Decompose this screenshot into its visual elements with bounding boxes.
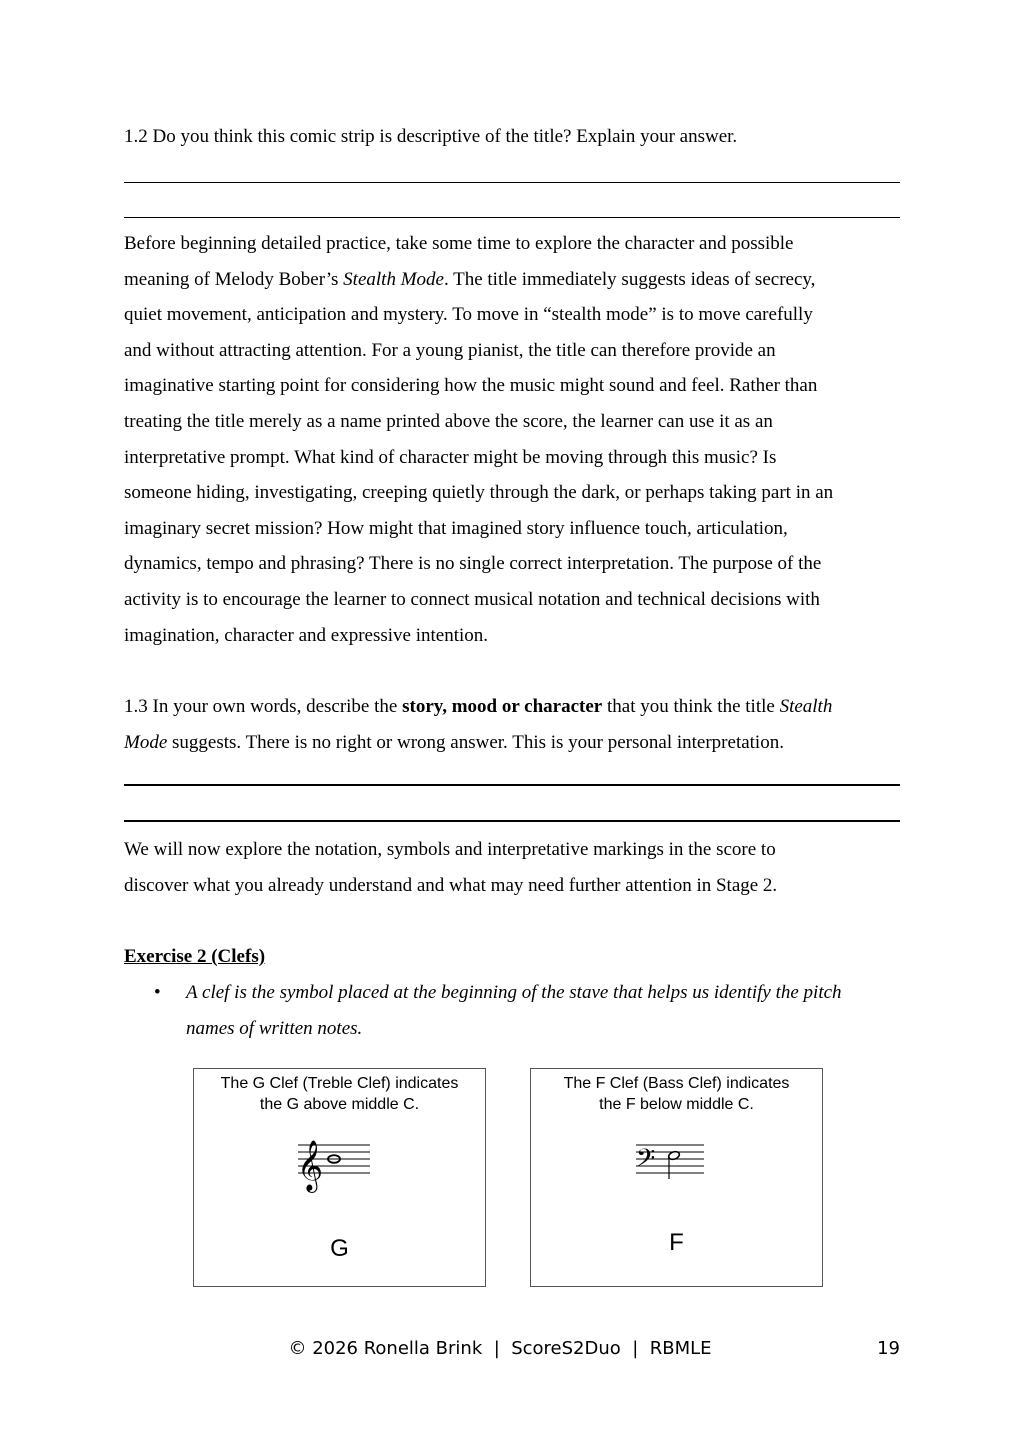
paragraph-line: dynamics, tempo and phrasing? There is no single correct interpretation. The purpose of the	[124, 553, 822, 575]
bass-clef-box	[530, 1068, 823, 1287]
paragraph-line: and without attracting attention. For a young pianist, the title can therefore provide an	[124, 339, 776, 361]
paragraph-line: imaginative starting point for considering how the music might sound and feel. Rather than	[124, 375, 818, 397]
treble-clef-box	[193, 1068, 486, 1287]
intro-paragraph	[124, 226, 904, 653]
paragraph-line: imaginary secret mission? How might that imagined story influence touch, articulation,	[124, 517, 788, 539]
answer-line	[124, 784, 900, 786]
treble-clef-stave	[294, 1131, 374, 1195]
note-letter: F	[669, 1229, 684, 1256]
treble-clef-icon: 𝄞	[297, 1140, 324, 1191]
bass-clef-icon: 𝄢	[636, 1144, 656, 1179]
paragraph-line: interpretative prompt. What kind of character might be moving through this music? Is	[124, 446, 777, 468]
paragraph-line: someone hiding, investigating, creeping quietly through the dark, or perhaps taking part in an	[124, 482, 834, 504]
box-caption: The G Clef (Treble Clef) indicates the G above middle C.	[220, 1075, 459, 1113]
explore-paragraph: We will now explore the notation, symbols and interpretative markings in the score to discover what you already understand and what may need further attention in Stage 2.	[124, 839, 778, 896]
note-letter: G	[330, 1235, 349, 1262]
exercise-heading: Exercise 2 (Clefs)	[124, 946, 266, 967]
answer-line	[124, 217, 900, 218]
question-1-2: 1.2 Do you think this comic strip is descriptive of the title? Explain your answer.	[124, 126, 738, 147]
question-1-3: 1.3 In your own words, describe the story, mood or character that you think the title Stealth Mode suggests. There is no right or wrong answer. This is your personal interpretation.	[124, 696, 833, 753]
footer-copyright: © 2026 Ronella Brink | ScoreS2Duo | RBMLE	[288, 1338, 712, 1359]
paragraph-line: activity is to encourage the learner to connect musical notation and technical decisions with	[124, 588, 820, 610]
paragraph-line: Before beginning detailed practice, take some time to explore the character and possible	[124, 233, 794, 254]
answer-line	[124, 820, 900, 822]
page-number: 19	[877, 1338, 900, 1359]
paragraph-line: quiet movement, anticipation and mystery. To move in “stealth mode” is to move carefully	[124, 304, 813, 326]
paragraph-line: treating the title merely as a name printed above the score, the learner can use it as an	[124, 410, 773, 432]
box-caption: The F Clef (Bass Clef) indicates the F below middle C.	[563, 1075, 790, 1113]
paragraph-line: meaning of Melody Bober’s Stealth Mode. The title immediately suggests ideas of secrecy,	[124, 268, 816, 290]
bass-clef-stave	[634, 1137, 708, 1187]
clef-definition: A clef is the symbol placed at the beginning of the stave that helps us identify the pitch names of written notes.	[186, 982, 842, 1039]
bullet-icon: •	[154, 982, 161, 1003]
paragraph-line: imagination, character and expressive intention.	[124, 624, 489, 646]
answer-line	[124, 182, 900, 183]
